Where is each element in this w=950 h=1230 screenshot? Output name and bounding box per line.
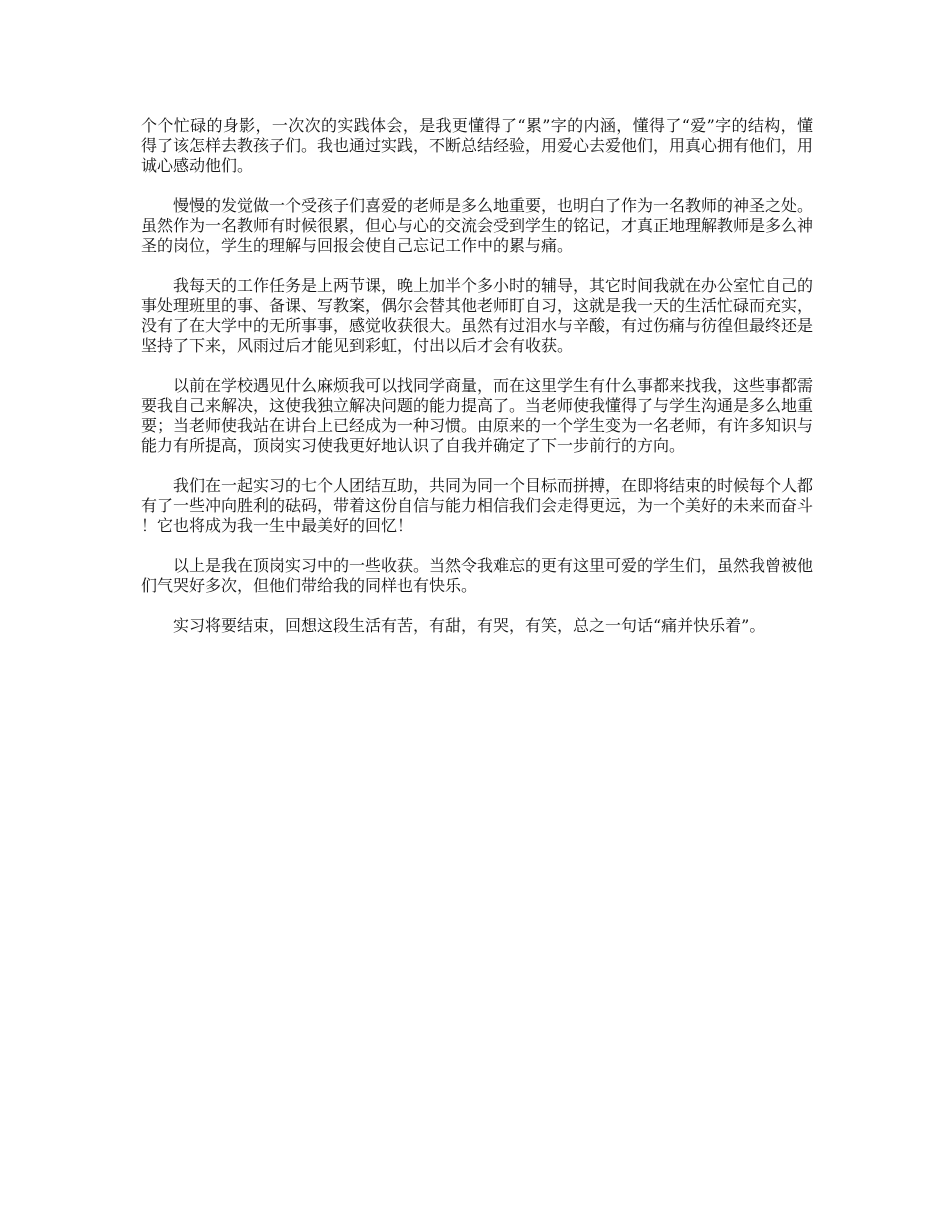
paragraph-2: 慢慢的发觉做一个受孩子们喜爱的老师是多么地重要，也明白了作为一名教师的神圣之处。虽然作为一名教师有时候很累，但心与心的交流会受到学生的铭记，才真正地理解教师是多么神圣的岗位，学生的理解与回报会使自己忘记工作中的累与痛。: [141, 196, 814, 255]
paragraph-7: 实习将要结束，回想这段生活有苦，有甜，有哭，有笑，总之一句话“痛并快乐着”。: [173, 616, 766, 635]
paragraph-6: 以上是我在顶岗实习中的一些收获。当然令我难忘的更有这里可爱的学生们，虽然我曾被他们气哭好多次，但他们带给我的同样也有快乐。: [141, 556, 814, 595]
paragraph-3: 我每天的工作任务是上两节课，晚上加半个多小时的辅导，其它时间我就在办公室忙自己的事处理班里的事、备课、写教案，偶尔会替其他老师盯自习，这就是我一天的生活忙碌而充实，没有了在大学中的无所事事，感觉收获很大。虽然有过泪水与辛酸，有过伤痛与彷徨但最终还是坚持了下来，风雨过后才能见到彩虹，付出以后才会有收获。: [141, 276, 814, 355]
paragraph-1: 个个忙碌的身影，一次次的实践体会，是我更懂得了“累”字的内涵，懂得了“爱”字的结构，懂得了该怎样去教孩子们。我也通过实践，不断总结经验，用爱心去爱他们，用真心拥有他们，用诚心感动他们。: [141, 116, 814, 175]
paragraph-4: 以前在学校遇见什么麻烦我可以找同学商量，而在这里学生有什么事都来找我，这些事都需要我自己来解决，这使我独立解决问题的能力提高了。当老师使我懂得了与学生沟通是多么地重要；当老师使我站在讲台上已经成为一种习惯。由原来的一个学生变为一名老师，有许多知识与能力有所提高，顶岗实习使我更好地认识了自我并确定了下一步前行的方向。: [141, 376, 814, 455]
paragraph-5: 我们在一起实习的七个人团结互助，共同为同一个目标而拼搏，在即将结束的时候每个人都有了一些冲向胜利的砝码，带着这份自信与能力相信我们会走得更远，为一个美好的未来而奋斗！它也将成为我一生中最美好的回忆！: [141, 476, 814, 535]
document-body: [141, 116, 813, 656]
